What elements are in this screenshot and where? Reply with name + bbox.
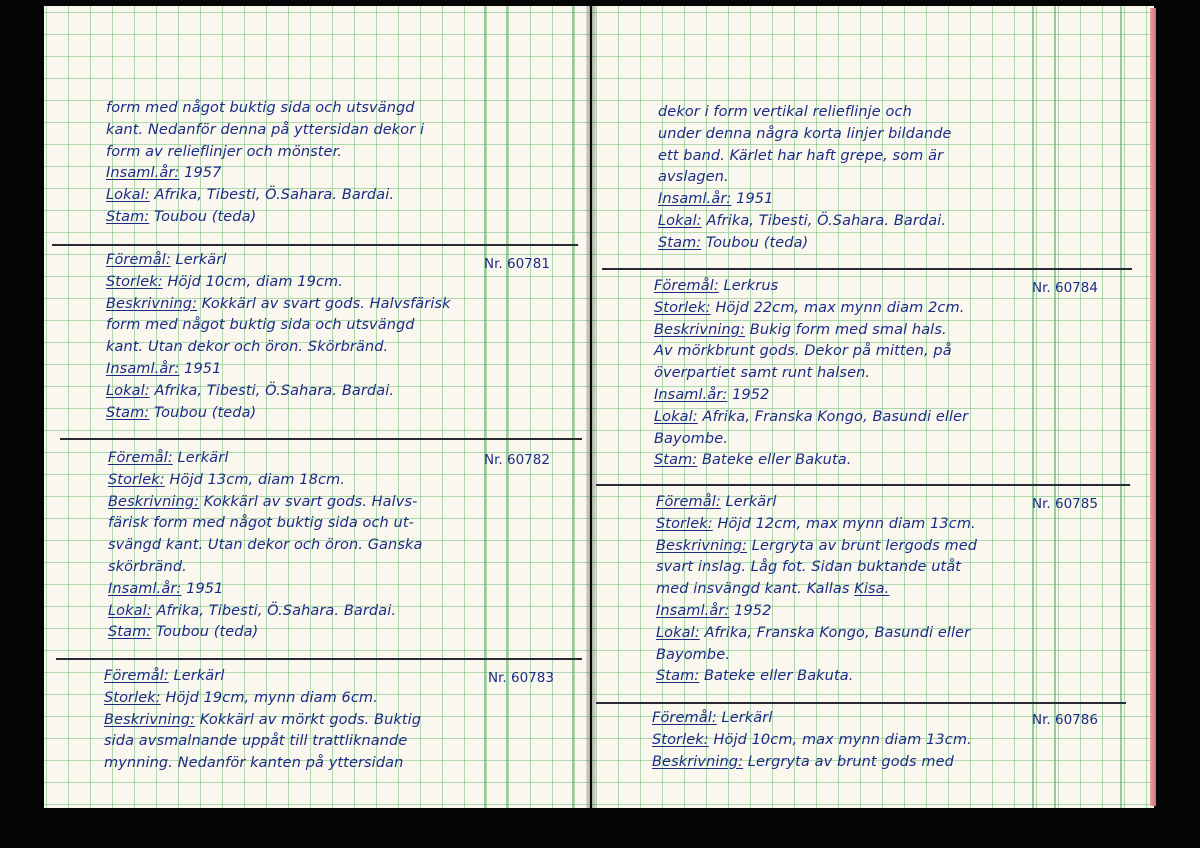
stam-label: Stam: [654, 452, 698, 469]
beskrivning-value: Lergryta av brunt lergods med [747, 537, 978, 554]
foremal-label: Föremål: [652, 710, 717, 726]
continuation-entry [658, 102, 952, 255]
catalog-number: Nr. 60783 [488, 670, 554, 686]
beskrivning-label: Beskrivning: [108, 493, 200, 510]
storlek-value: Höjd 13cm, diam 18cm. [164, 471, 345, 488]
foremal-value: Lerkärl [716, 710, 773, 726]
insaml-label: Insaml.år: [106, 165, 180, 182]
foremal-label: Föremål: [108, 450, 173, 466]
lokal-label: Lokal: [658, 212, 702, 229]
stam-row [658, 233, 952, 255]
foremal-row [104, 666, 421, 688]
stam-value: Toubou (teda) [701, 234, 809, 251]
column-line [1054, 6, 1056, 808]
entry-separator [52, 244, 578, 246]
description-line: kant. Utan dekor och öron. Skörbränd. [106, 339, 389, 356]
lokal-label: Lokal: [656, 624, 700, 641]
column-line [1032, 6, 1034, 808]
foremal-label: Föremål: [654, 278, 719, 294]
storlek-value: Höjd 19cm, mynn diam 6cm. [160, 689, 378, 706]
beskrivning-row [652, 752, 972, 774]
lokal-label: Lokal: [108, 602, 152, 619]
foremal-row [108, 448, 422, 470]
description-line: skörbränd. [108, 558, 187, 575]
insaml-value: 1951 [731, 191, 774, 208]
catalog-entry [652, 708, 972, 773]
catalog-entry [656, 492, 977, 688]
insaml-row [106, 163, 424, 185]
column-line [506, 6, 508, 808]
foremal-value: Lerkärl [168, 668, 225, 684]
foremal-row [656, 492, 977, 514]
lokal-row [658, 211, 952, 233]
description-line: Av mörkbrunt gods. Dekor på mitten, på [654, 343, 952, 360]
foremal-row [652, 708, 972, 730]
beskrivning-row [106, 294, 451, 316]
storlek-value: Höjd 10cm, max mynn diam 13cm. [708, 731, 972, 748]
column-line [1120, 6, 1122, 808]
beskrivning-label: Beskrivning: [104, 711, 196, 728]
insaml-label: Insaml.år: [108, 580, 182, 597]
column-line [484, 6, 486, 808]
beskrivning-value: Kokkärl av mörkt gods. Buktig [195, 711, 422, 728]
stam-value: Toubou (teda) [149, 208, 257, 225]
storlek-row [106, 272, 451, 294]
kisa-term: Kisa. [854, 581, 890, 598]
stam-row [654, 450, 968, 472]
stam-value: Toubou (teda) [151, 624, 259, 641]
continuation-entry [106, 98, 424, 229]
description-line [656, 579, 977, 601]
stam-row [106, 403, 451, 425]
stam-row [106, 207, 424, 229]
catalog-number: Nr. 60781 [484, 256, 550, 272]
foremal-value: Lerkärl [720, 494, 777, 510]
left-page [44, 6, 590, 808]
catalog-number: Nr. 60782 [484, 452, 550, 468]
beskrivning-value: Lergryta av brunt gods med [743, 753, 954, 770]
lokal-value: Afrika, Franska Kongo, Basundi eller [697, 408, 969, 425]
storlek-label: Storlek: [656, 515, 713, 532]
stam-row [108, 622, 422, 644]
foremal-label: Föremål: [656, 494, 721, 510]
catalog-number: Nr. 60784 [1032, 280, 1098, 296]
page-edge [1150, 8, 1156, 806]
stam-row [656, 666, 977, 688]
beskrivning-row [654, 320, 968, 342]
storlek-row [104, 688, 421, 710]
storlek-value: Höjd 22cm, max mynn diam 2cm. [710, 299, 965, 316]
storlek-label: Storlek: [106, 273, 163, 290]
beskrivning-value: Kokkärl av svart gods. Halvs- [199, 493, 418, 510]
book-gutter [586, 6, 596, 808]
storlek-row [654, 298, 968, 320]
storlek-value: Höjd 10cm, diam 19cm. [162, 273, 343, 290]
stam-label: Stam: [106, 208, 150, 225]
insaml-value: 1952 [729, 602, 772, 619]
catalog-number: Nr. 60786 [1032, 712, 1098, 728]
storlek-row [108, 470, 422, 492]
description-line: kant. Nedanför denna på yttersidan dekor i [106, 121, 425, 138]
insaml-value: 1951 [179, 360, 222, 377]
lokal-value: Afrika, Tibesti, Ö.Sahara. Bardai. [151, 602, 397, 619]
beskrivning-label: Beskrivning: [652, 753, 744, 770]
storlek-row [656, 514, 977, 536]
storlek-label: Storlek: [654, 299, 711, 316]
stam-value: Bateke eller Bakuta. [699, 668, 854, 685]
lokal-label: Lokal: [654, 408, 698, 425]
insaml-value: 1951 [181, 580, 224, 597]
beskrivning-row [656, 536, 977, 558]
description-line: svängd kant. Utan dekor och öron. Ganska [108, 537, 423, 554]
catalog-entry [108, 448, 422, 644]
insaml-value: 1952 [727, 386, 770, 403]
lokal-row [106, 185, 424, 207]
entry-separator [596, 702, 1126, 704]
beskrivning-row [108, 492, 422, 514]
catalog-number: Nr. 60785 [1032, 496, 1098, 512]
entry-separator [56, 658, 582, 660]
insaml-row [656, 601, 977, 623]
description-line: form med något buktig sida och utsvängd [106, 317, 415, 334]
storlek-label: Storlek: [104, 689, 161, 706]
description-line: under denna några korta linjer bildande [658, 125, 952, 142]
stam-label: Stam: [656, 668, 700, 685]
description-line: dekor i form vertikal relieflinje och [658, 104, 912, 120]
storlek-row [652, 730, 972, 752]
stam-value: Toubou (teda) [149, 404, 257, 421]
beskrivning-value: Kokkärl av svart gods. Halvsfärisk [197, 295, 451, 312]
storlek-label: Storlek: [652, 731, 709, 748]
description-line: överpartiet samt runt halsen. [654, 365, 871, 382]
stam-label: Stam: [658, 234, 702, 251]
beskrivning-row [104, 710, 421, 732]
insaml-value: 1957 [179, 165, 222, 182]
lokal-continuation: Bayombe. [656, 646, 730, 663]
lokal-continuation: Bayombe. [654, 430, 728, 447]
description-line: form av relieflinjer och mönster. [106, 143, 343, 160]
lokal-label: Lokal: [106, 382, 150, 399]
catalog-entry [104, 666, 421, 775]
catalog-entry [106, 250, 451, 424]
lokal-value: Afrika, Tibesti, Ö.Sahara. Bardai. [149, 187, 395, 204]
description-line: avslagen. [658, 169, 729, 186]
insaml-row [108, 579, 422, 601]
beskrivning-label: Beskrivning: [654, 321, 746, 338]
entry-separator [596, 484, 1130, 486]
beskrivning-label: Beskrivning: [106, 295, 198, 312]
insaml-label: Insaml.år: [106, 360, 180, 377]
foremal-value: Lerkärl [170, 252, 227, 268]
beskrivning-value: Bukig form med smal hals. [745, 321, 947, 338]
description-text: med insvängd kant. Kallas [656, 581, 855, 598]
lokal-row [108, 601, 422, 623]
description-line: form med något buktig sida och utsvängd [106, 100, 415, 116]
stam-label: Stam: [106, 404, 150, 421]
description-line: mynning. Nedanför kanten på yttersidan [104, 755, 404, 772]
lokal-value: Afrika, Franska Kongo, Basundi eller [699, 624, 971, 641]
insaml-row [658, 189, 952, 211]
stam-value: Bateke eller Bakuta. [697, 452, 852, 469]
storlek-label: Storlek: [108, 471, 165, 488]
catalog-entry [654, 276, 968, 472]
storlek-value: Höjd 12cm, max mynn diam 13cm. [712, 515, 976, 532]
description-line: färisk form med något buktig sida och ut- [108, 515, 414, 532]
stam-label: Stam: [108, 624, 152, 641]
insaml-label: Insaml.år: [654, 386, 728, 403]
lokal-row [656, 623, 977, 645]
insaml-row [106, 359, 451, 381]
lokal-label: Lokal: [106, 187, 150, 204]
description-line: svart inslag. Låg fot. Sidan buktande utåt [656, 559, 962, 576]
foremal-row [106, 250, 451, 272]
foremal-label: Föremål: [104, 668, 169, 684]
foremal-value: Lerkrus [718, 278, 779, 294]
foremal-label: Föremål: [106, 252, 171, 268]
entry-separator [60, 438, 582, 440]
lokal-value: Afrika, Tibesti, Ö.Sahara. Bardai. [149, 382, 395, 399]
column-line [572, 6, 574, 808]
beskrivning-label: Beskrivning: [656, 537, 748, 554]
lokal-value: Afrika, Tibesti, Ö.Sahara. Bardai. [701, 212, 947, 229]
foremal-row [654, 276, 968, 298]
foremal-value: Lerkärl [172, 450, 229, 466]
lokal-row [106, 381, 451, 403]
insaml-label: Insaml.år: [656, 602, 730, 619]
entry-separator [602, 268, 1132, 270]
right-page [592, 6, 1154, 808]
insaml-label: Insaml.år: [658, 191, 732, 208]
description-line: sida avsmalnande uppåt till trattliknande [104, 733, 408, 750]
lokal-row [654, 407, 968, 429]
insaml-row [654, 385, 968, 407]
description-line: ett band. Kärlet har haft grepe, som är [658, 147, 944, 164]
